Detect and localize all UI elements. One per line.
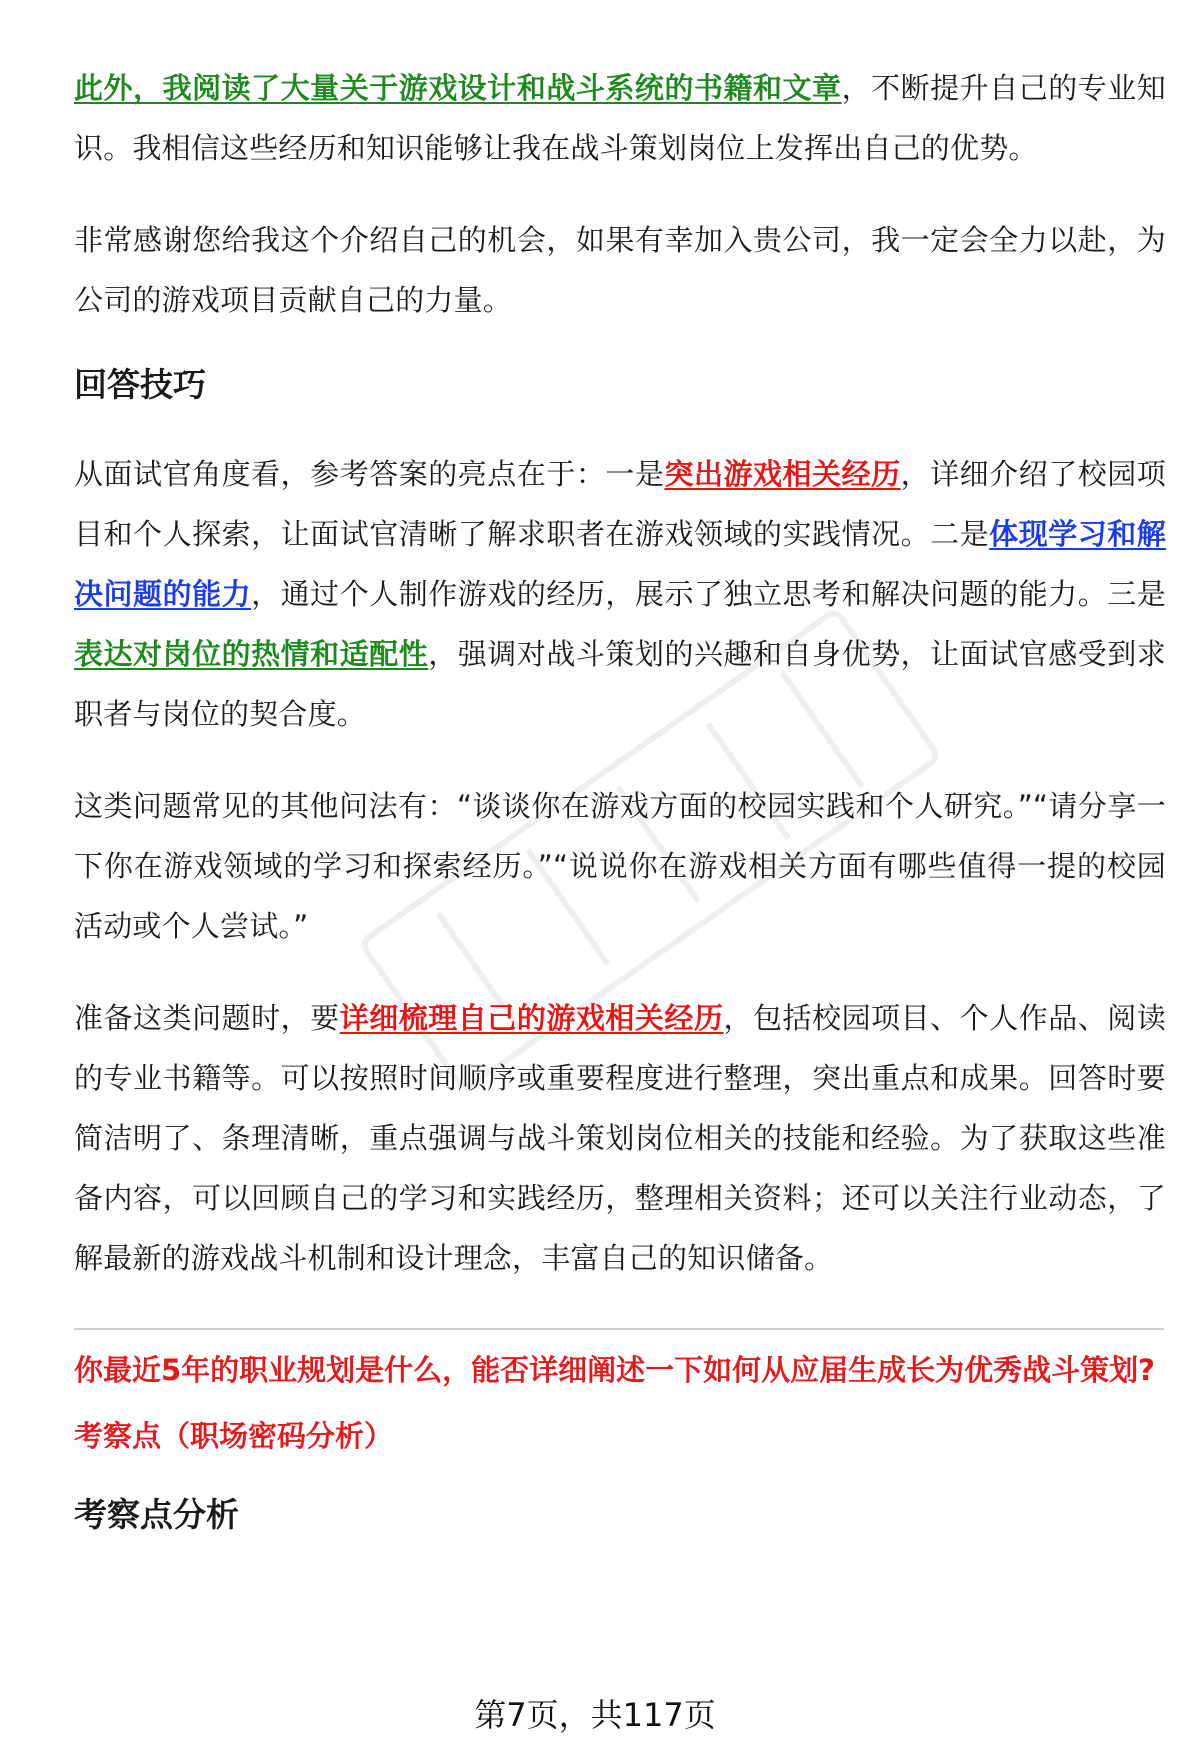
intro-text: ，不断提升自己的专业知识。我相信这些经历和知识能够让我在战斗策划岗位上发挥出自己的优势。 — [74, 71, 1166, 165]
section-title-analysis: 考察点分析 — [74, 1495, 239, 1534]
tips-text-4: ，强调对战斗策划的兴趣和自身优势，让面试官感受到求职者与岗位的契合度。 — [74, 637, 1166, 731]
variants-paragraph: 这类问题常见的其他问法有：“谈谈你在游戏方面的校园实践和个人研究。”“请分享一下你在游戏领域的学习和探索经历。”“说说你在游戏相关方面有哪些值得一提的校园活动或个人尝试。” — [74, 789, 1166, 943]
thanks-paragraph: 非常感谢您给我这个介绍自己的机会，如果有幸加入贵公司，我一定会全力以赴，为公司的游戏项目贡献自己的力量。 — [74, 223, 1166, 317]
intro-highlight: 此外，我阅读了大量关于游戏设计和战斗系统的书籍和文章 — [74, 71, 842, 105]
prep-highlight: 详细梳理自己的游戏相关经历 — [339, 1001, 724, 1035]
prep-text-1: 准备这类问题时，要 — [74, 1001, 340, 1035]
next-subtitle: 考察点（职场密码分析） — [74, 1419, 394, 1453]
tips-highlight-3: 表达对岗位的热情和适配性 — [74, 637, 429, 671]
tips-paragraph — [74, 444, 1166, 744]
prep-text-2: ，包括校园项目、个人作品、阅读的专业书籍等。可以按照时间顺序或重要程度进行整理，突出重点和成果。回答时要简洁明了、条理清晰，重点强调与战斗策划岗位相关的技能和经验。为了获取这些准备内容，可以回顾自己的学习和实践经历，整理相关资料；还可以关注行业动态，了解最新的游戏战斗机制和设计理念，丰富自己的知识储备。 — [74, 1001, 1166, 1275]
tips-text-2: ，详细介绍了校园项目和个人探索，让面试官清晰了解求职者在游戏领域的实践情况。二是 — [74, 457, 1166, 551]
tips-highlight-1: 突出游戏相关经历 — [664, 457, 901, 491]
tips-text-3: ，通过个人制作游戏的经历，展示了独立思考和解决问题的能力。三是 — [251, 577, 1167, 611]
intro-paragraph — [74, 58, 1166, 178]
section-title-answer-tips: 回答技巧 — [74, 365, 206, 404]
prep-paragraph — [74, 988, 1166, 1288]
page-number: 第7页，共117页 — [474, 1696, 716, 1734]
main-content — [74, 58, 1166, 1540]
tips-text-1: 从面试官角度看，参考答案的亮点在于：一是 — [74, 457, 665, 491]
next-question: 你最近5年的职业规划是什么，能否详细阐述一下如何从应届生成长为优秀战斗策划? — [74, 1353, 1156, 1387]
tips-highlight-2: 体现学习和解决问题的能力 — [74, 517, 1166, 611]
